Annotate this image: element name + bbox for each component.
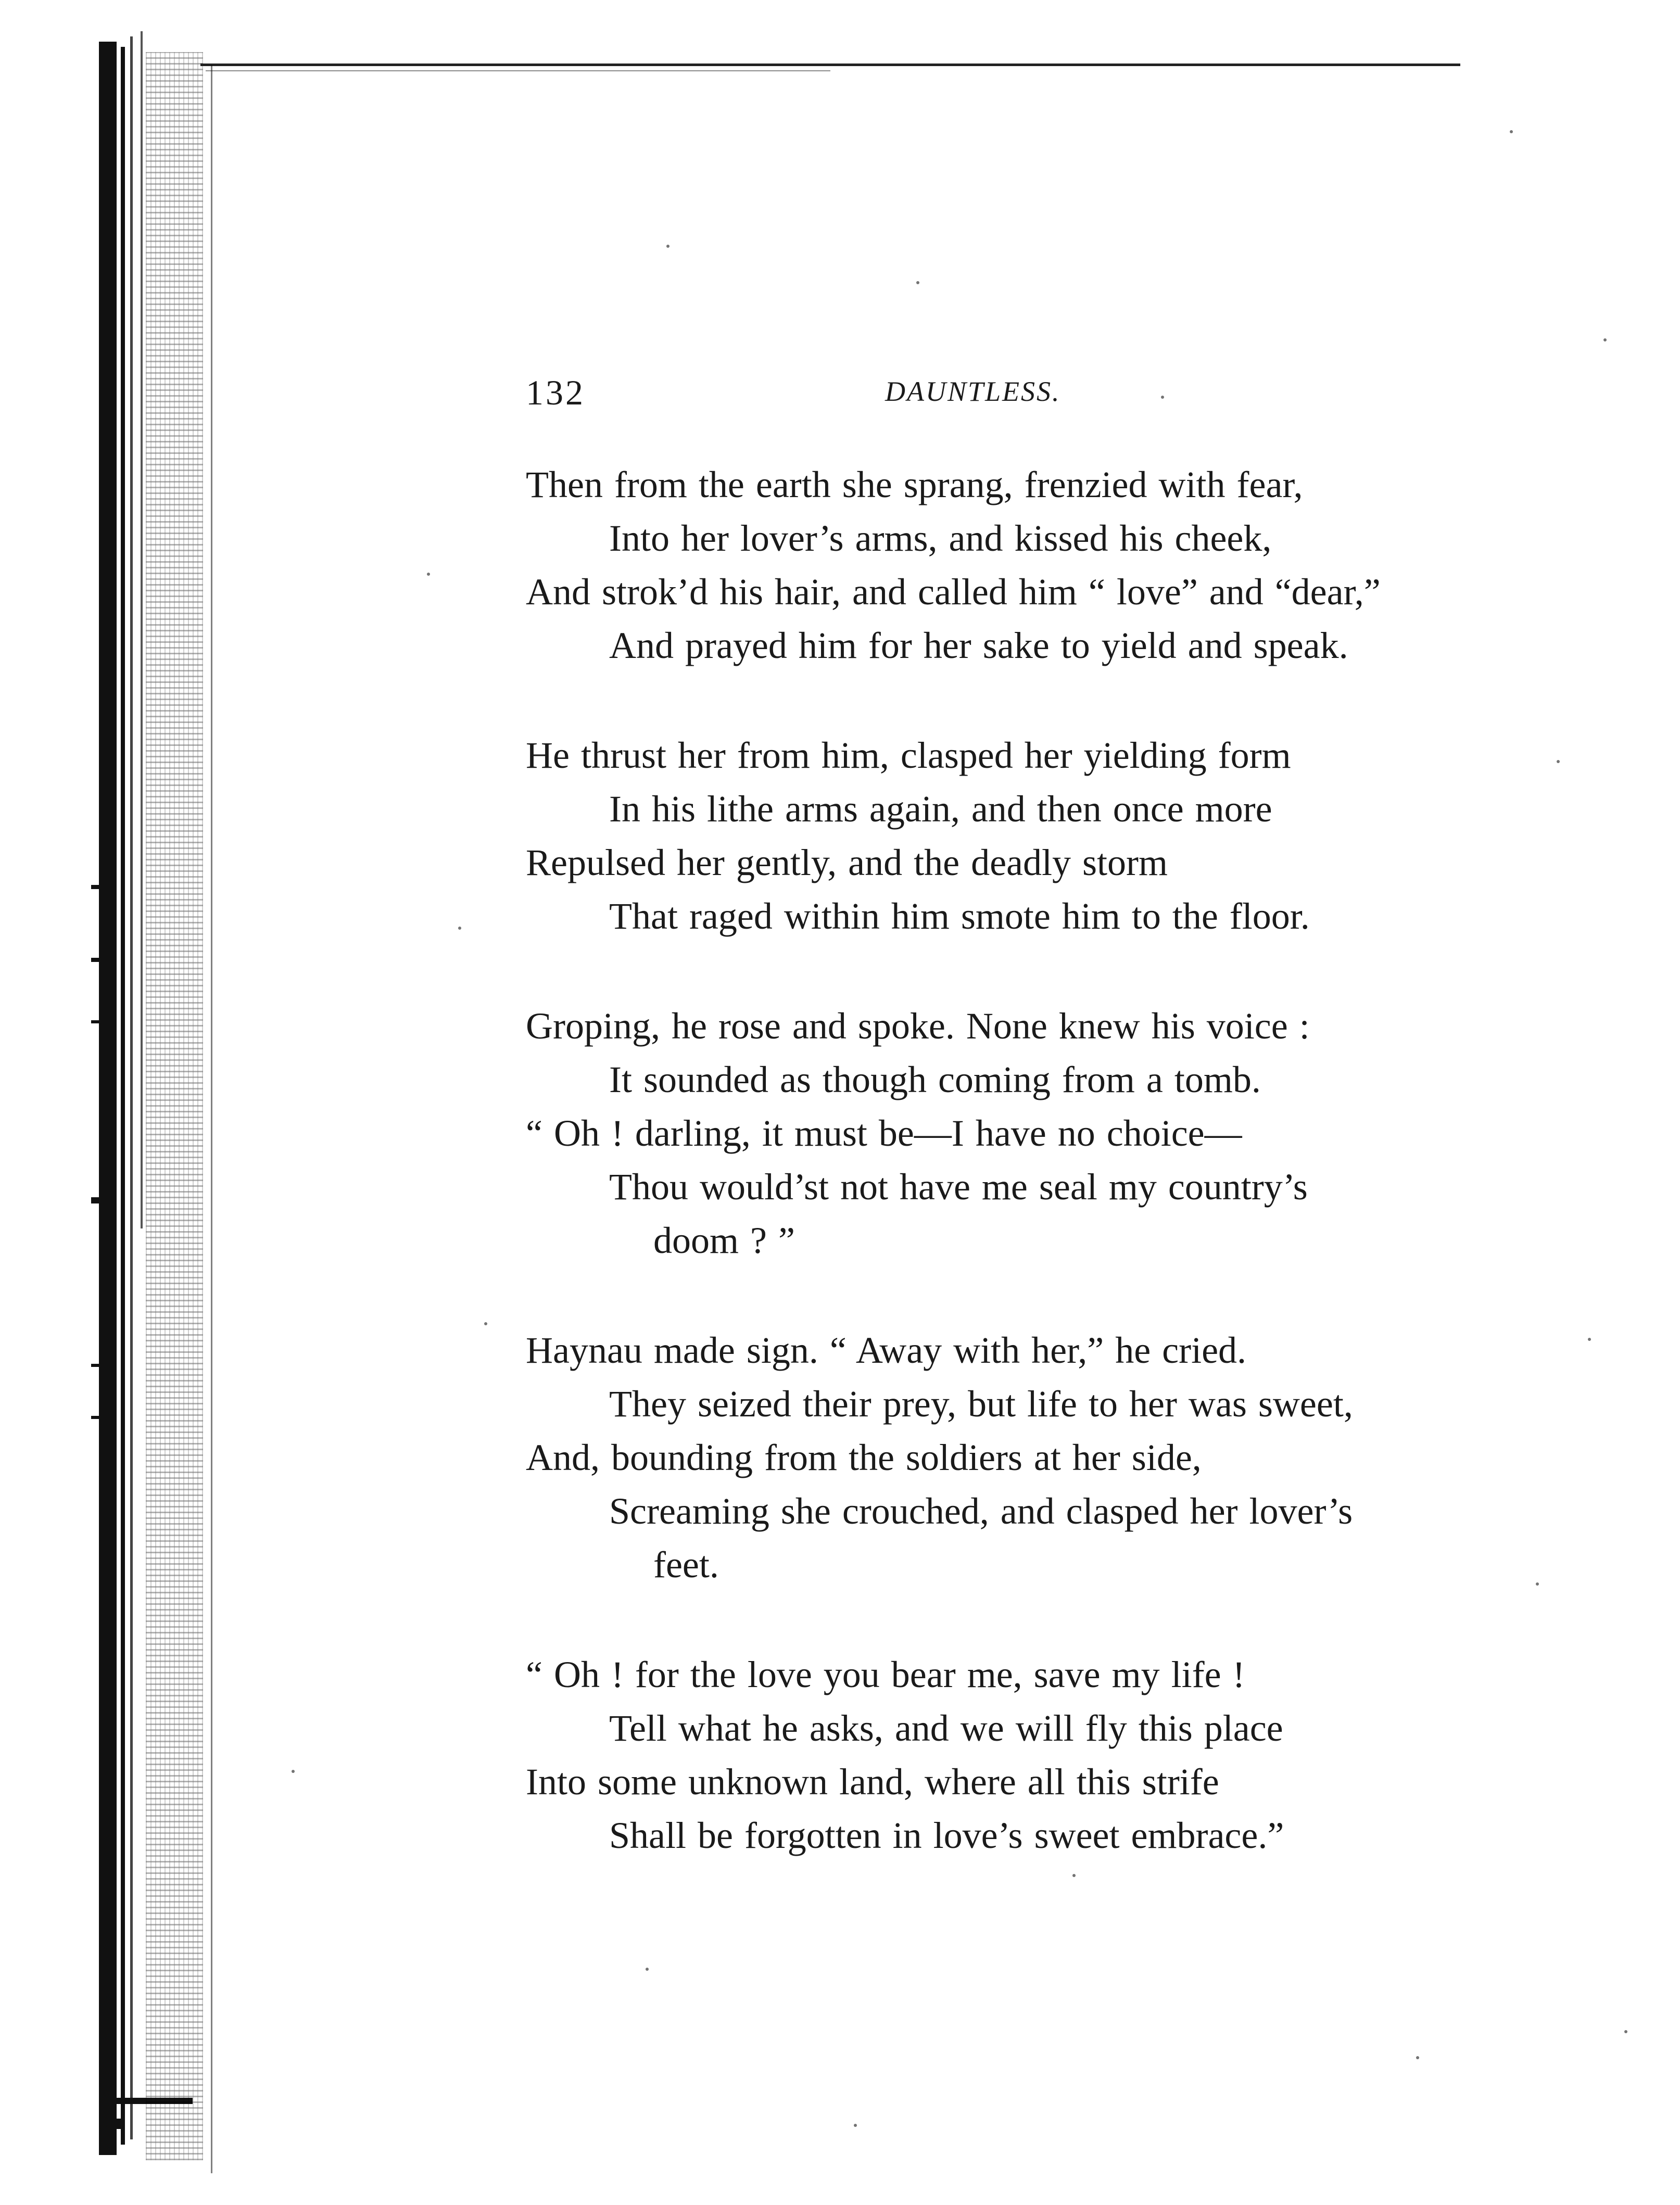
- scan-dust: [1624, 2030, 1627, 2033]
- scan-dust: [1588, 1338, 1591, 1341]
- binding-mark: [91, 1020, 102, 1023]
- scan-dust: [292, 1770, 295, 1773]
- binding-bar: [121, 47, 125, 2145]
- verse-line: In his lithe arms again, and then once more: [609, 788, 1272, 830]
- verse-line: “ Oh ! for the love you bear me, save my life !: [526, 1654, 1245, 1695]
- verse-line: “ Oh ! darling, it must be—I have no choice—: [526, 1112, 1242, 1154]
- stanza: [526, 1324, 1473, 1592]
- top-border-rule: [200, 64, 1460, 66]
- scan-dust: [427, 573, 430, 576]
- page-number: 132: [526, 373, 585, 412]
- stanza: [526, 999, 1473, 1268]
- scan-dust: [1510, 130, 1513, 133]
- binding-bar: [99, 42, 117, 2155]
- stanza: [526, 1648, 1473, 1862]
- verse-line-continuation: feet.: [653, 1544, 719, 1586]
- verse-line: He thrust her from him, clasped her yielding form: [526, 734, 1291, 776]
- verse-line: And prayed him for her sake to yield and speak.: [609, 625, 1348, 666]
- verse-line: They seized their prey, but life to her was sweet,: [609, 1383, 1353, 1425]
- running-header: [526, 372, 1203, 419]
- binding-edge: [0, 31, 224, 2171]
- verse-line: Shall be forgotten in love’s sweet embrace.”: [609, 1815, 1284, 1856]
- binding-bar: [130, 36, 133, 2139]
- scan-dust: [646, 1968, 649, 1971]
- stanza: [526, 458, 1473, 673]
- scan-dust: [1416, 2056, 1419, 2059]
- binding-mark: [91, 1416, 102, 1419]
- top-border-rule-faint: [206, 70, 830, 71]
- scan-dust: [1161, 396, 1164, 399]
- verse-line: Into her lover’s arms, and kissed his cheek,: [609, 517, 1272, 559]
- verse-line: And, bounding from the soldiers at her side,: [526, 1437, 1202, 1478]
- binding-mark: [91, 1364, 102, 1367]
- verse-line: Haynau made sign. “ Away with her,” he cried.: [526, 1329, 1247, 1371]
- binding-foot: [102, 2119, 122, 2129]
- left-border-rule: [211, 65, 212, 2173]
- scan-dust: [854, 2124, 857, 2127]
- running-title: DAUNTLESS.: [885, 376, 1061, 407]
- scan-dust: [1536, 1582, 1539, 1586]
- scan-dust: [1557, 760, 1560, 763]
- scan-dust: [1072, 1874, 1076, 1877]
- verse-line: Thou would’st not have me seal my country’s: [609, 1166, 1308, 1208]
- scan-dust: [458, 927, 461, 930]
- verse-line: And strok’d his hair, and called him “ love” and “dear,”: [526, 571, 1381, 613]
- verse-line-continuation: doom ? ”: [653, 1220, 795, 1261]
- scan-dust: [484, 1322, 487, 1325]
- scan-dust: [1603, 338, 1607, 341]
- poem-body: [526, 458, 1473, 1919]
- verse-line: Into some unknown land, where all this strife: [526, 1761, 1219, 1803]
- verse-line: Tell what he asks, and we will fly this place: [609, 1707, 1283, 1749]
- binding-mark: [91, 1197, 102, 1203]
- verse-line: Screaming she crouched, and clasped her lover’s: [609, 1490, 1353, 1532]
- stanza: [526, 729, 1473, 943]
- scan-noise: [146, 52, 203, 2160]
- binding-mark: [91, 885, 102, 889]
- verse-line: That raged within him smote him to the floor.: [609, 895, 1310, 937]
- binding-mark: [91, 958, 102, 962]
- binding-bar: [141, 31, 143, 1228]
- scan-dust: [916, 281, 919, 284]
- verse-line: Then from the earth she sprang, frenzied with fear,: [526, 464, 1303, 505]
- verse-line: Groping, he rose and spoke. None knew his voice :: [526, 1005, 1310, 1047]
- scan-dust: [666, 245, 670, 248]
- verse-line: It sounded as though coming from a tomb.: [609, 1059, 1261, 1100]
- verse-line: Repulsed her gently, and the deadly storm: [526, 842, 1168, 883]
